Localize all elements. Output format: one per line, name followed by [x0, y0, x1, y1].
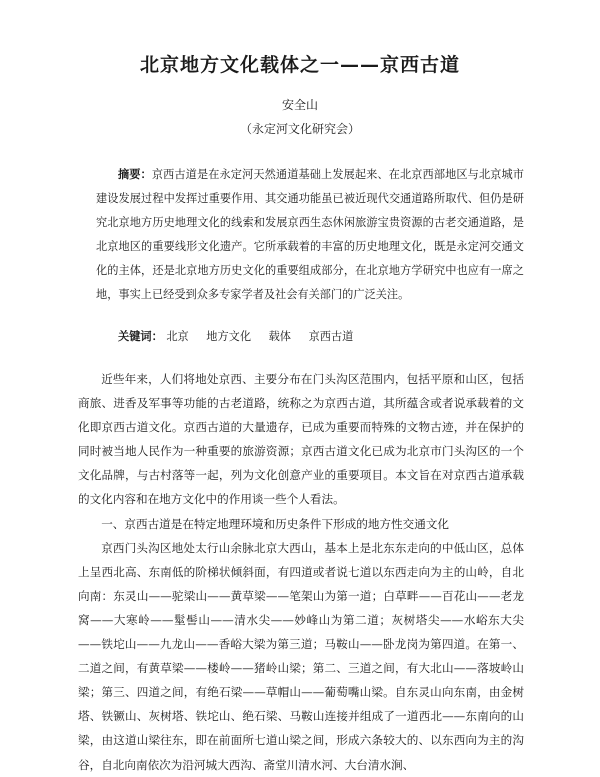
article-title: 北京地方文化载体之一——京西古道 — [139, 54, 460, 76]
abstract-text: 京西古道是在永定河天然通道基础上发展起来、在北京西部地区与北京城市建设发展过程中发挥过重要作用、其交通功能虽已被近现代交通道路所取代、但仍是研究北京地方历史地理文化的线索和发展京西生态休闲旅游宝贵资源的古老交通道路，是北京地区的重要线形文化遗产。它所承载着的丰富的历史地理文化，既是永定河交通文化的主体，还是北京地方历史文化的重要组成部分，在北京地方学研究中也应有一席之地，事实上已经受到众多专家学者及社会有关部门的广泛关注。 — [96, 168, 524, 301]
body-text — [78, 367, 524, 777]
keywords-line — [118, 328, 367, 344]
author-name: 安全山 — [281, 98, 318, 112]
section-heading: 一、京西古道是在特定地理环境和历史条件下形成的地方性交通文化 — [101, 516, 450, 531]
keyword: 北京 — [166, 330, 189, 343]
abstract-block — [96, 162, 524, 307]
keyword: 载体 — [268, 330, 291, 343]
keyword: 地方文化 — [206, 330, 252, 343]
author-affiliation: （永定河文化研究会） — [239, 122, 360, 136]
abstract-label: 摘要： — [118, 167, 152, 181]
keyword: 京西古道 — [308, 330, 354, 343]
intro-paragraph: 近些年来，人们将地处京西、主要分布在门头沟区范围内，包括平原和山区，包括商旅、进香及军事等功能的古老道路，统称之为京西古道，其所蕴含或者说承载着的文化即京西古道文化。京西古道的大量遗存，已成为重要而特殊的文物古迹，并在保护的同时被当地人民作为一种重要的旅游资源；京西古道文化已成为北京市门头沟区的一个文化品牌，与古村落等一起，列为文化创意产业的重要项目。本文旨在对京西古道承载的文化内容和在地方文化中的作用谈一些个人看法。 — [78, 372, 524, 507]
keywords-label: 关键词： — [118, 329, 163, 343]
section-paragraph: 京西门头沟区地处太行山余脉北京大西山，基本上是北东东走向的中低山区，总体上呈西北高、东南低的阶梯状倾斜面，有四道或者说七道以东西走向为主的山岭，自北向南：东灵山——驼梁山——黄草梁——笔架山为第一道；白草畔——百花山——老龙窝——大寒岭——髽髻山——清水尖——妙峰山为第二道；灰树塔尖——水峪东大尖——铁坨山——九龙山——香峪大梁为第三道；马鞍山——卧龙岗为第四道。在第一、二道之间，有黄草梁——楼岭——猪岭山梁；第二、三道之间，有大北山——落坡岭山梁；第三、四道之间，有绝石梁——草帽山——葡萄嘴山梁。自东灵山向东南，由金树塔、铁镢山、灰树塔、铁坨山、绝石梁、马鞍山连接并组成了一道西北——东南向的山梁，由这道山梁往东，即在前面所七道山梁之间，形成六条较大的、以东西向为主的沟谷，自北向南依次为沿河城大西沟、斋堂川清水河、大台清水涧、 — [78, 540, 524, 772]
